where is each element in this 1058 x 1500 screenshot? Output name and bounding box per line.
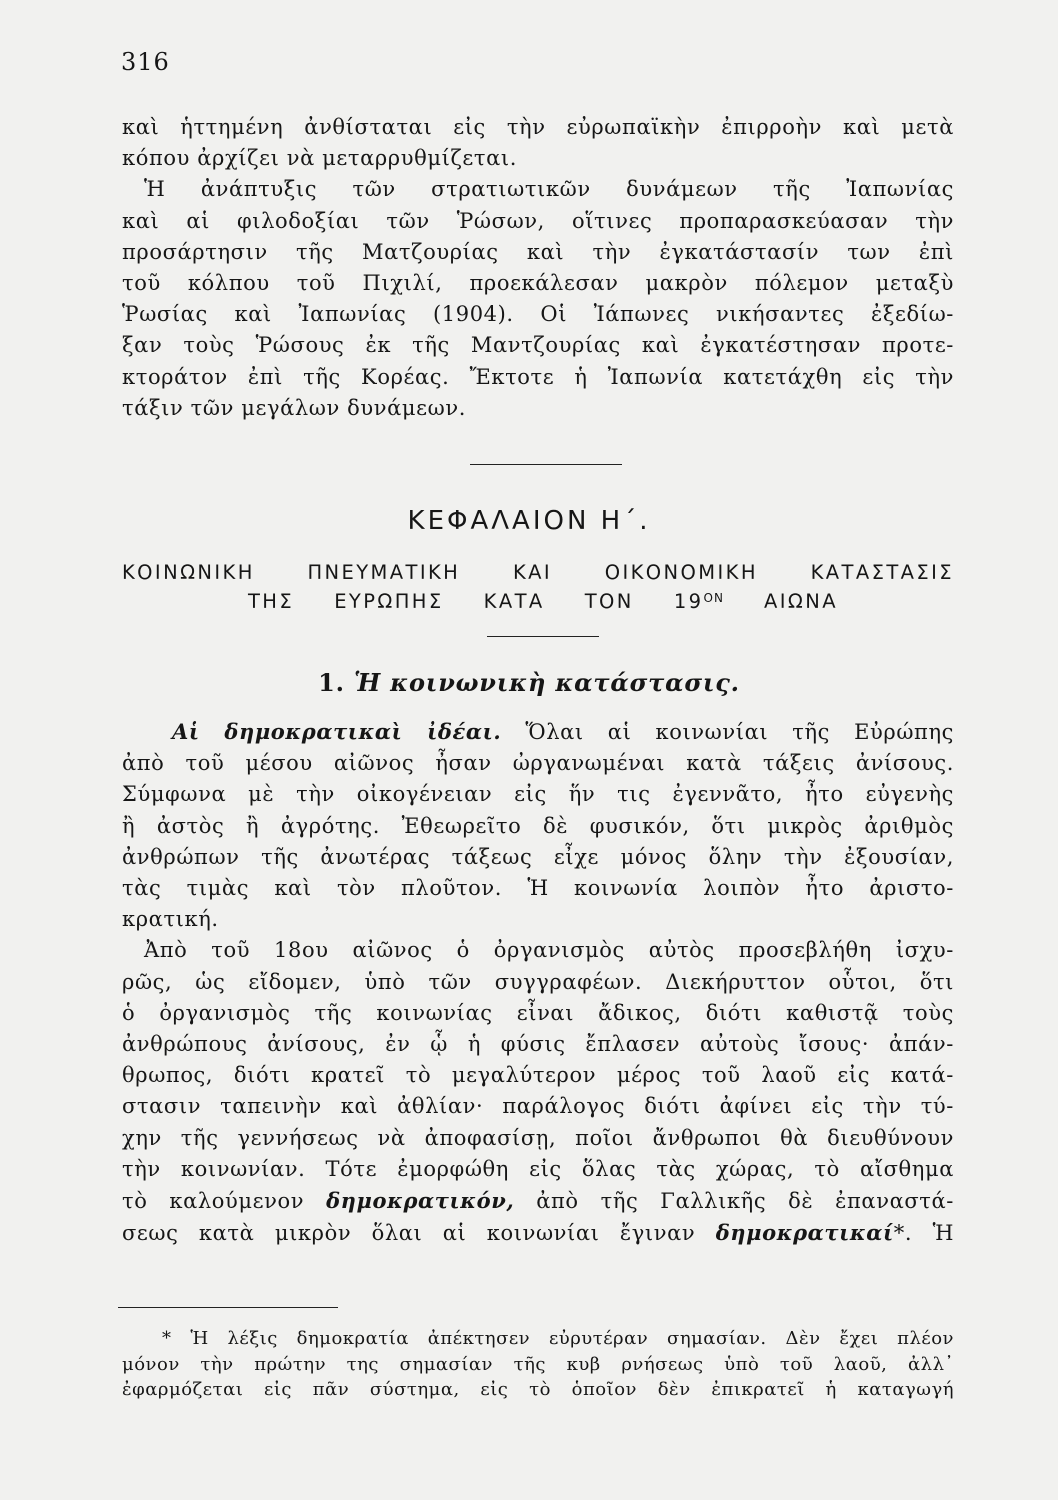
text-line (122, 1185, 954, 1217)
text-line: κτοράτον ἐπὶ τῆς Κορέας. Ἔκτοτε ἡ Ἰαπωνία κατετάχθη εἰς τὴν (122, 364, 954, 389)
text-line (122, 1217, 954, 1249)
chapter-divider (487, 636, 599, 637)
section-heading (0, 668, 1058, 697)
text-fragment: σεως κατὰ μικρὸν ὅλαι αἱ κοινωνίαι ἔγιναν (122, 1221, 696, 1246)
chapter-title: ΚΕΦΑΛΑΙΟΝ Η΄. (407, 506, 651, 536)
text-line: ἢ ἀστὸς ἢ ἀγρότης. Ἐθεωρεῖτο δὲ φυσικόν, ὅτι μικρὸς ἀριθμὸς (122, 813, 954, 838)
footnote (122, 1326, 954, 1403)
subtitle-word: ΚΑΤΑΣΤΑΣΙΣ (810, 561, 954, 584)
subtitle-word: ΤΗΣ (248, 590, 295, 613)
text-line: ἀπὸ τοῦ μέσου αἰῶνος ἦσαν ὠργανωμέναι κατὰ τάξεις ἀνίσους. (122, 751, 954, 776)
text-line: προσάρτησιν τῆς Ματζουρίας καὶ τὴν ἐγκατάστασίν των ἐπὶ (122, 239, 954, 264)
text-line: κόπου ἀρχίζει νὰ μεταρρυθμίζεται. (122, 146, 518, 171)
subtitle-word: ΕΥΡΩΠΗΣ (334, 590, 444, 613)
chapter-subtitle (122, 561, 954, 584)
run-in-heading: Αἱ δημοκρατικαὶ ἰδέαι. (172, 719, 502, 744)
text-line: τὰς τιμὰς καὶ τὸν πλοῦτον. Ἡ κοινωνία λοιπὸν ἦτο ἀριστο- (122, 876, 954, 901)
text-line: καὶ αἱ φιλοδοξίαι τῶν Ῥώσων, οἵτινες προπαρασκεύασαν τὴν (122, 208, 954, 233)
subtitle-word: ΚΑΤΑ (483, 590, 545, 613)
text-line: τάξιν τῶν μεγάλων δυνάμεων. (122, 395, 467, 420)
text-line: ἀνθρώπους ἀνίσους, ἐν ᾧ ἡ φύσις ἔπλασεν αὐτοὺς ἴσους· ἀπάν- (122, 1032, 954, 1057)
century (674, 590, 724, 613)
subtitle-word: ΤΟΝ (584, 590, 634, 613)
text-line: καὶ ἡττημένη ἀνθίσταται εἰς τὴν εὐρωπαϊκὴν ἐπιρροὴν καὶ μετὰ (122, 115, 954, 139)
subtitle-word: ΠΝΕΥΜΑΤΙΚΗ (307, 561, 461, 584)
footnote-line: * Ἡ λέξις δημοκρατία ἀπέκτησεν εὐρυτέραν σημασίαν. Δὲν ἔχει πλέον (162, 1328, 954, 1349)
century-suffix: ΟΝ (703, 591, 724, 605)
page-number: 316 (121, 48, 170, 76)
footnote-marker: *. Ἡ (893, 1221, 954, 1246)
section-number: 1. (318, 668, 345, 697)
subtitle-word: ΑΙΩΝΑ (764, 590, 838, 613)
century-number: 19 (673, 590, 704, 613)
text-line: τὴν κοινωνίαν. Τότε ἐμορφώθη εἰς ὅλας τὰς χώρας, τὸ αἴσθημα (122, 1156, 954, 1181)
text-line: στασιν ταπεινὴν καὶ ἀθλίαν· παράλογος διότι ἀφίνει εἰς τὴν τύ- (122, 1094, 954, 1119)
footnote-line: μόνον τὴν πρώτην της σημασίαν τῆς κυβ ρνήσεως ὑπὸ τοῦ λαοῦ, ἀλλ᾽ (122, 1353, 954, 1375)
subtitle-word: ΚΟΙΝΩΝΙΚΗ (122, 561, 255, 584)
text-line: τοῦ κόλπου τοῦ Πιχιλί, προεκάλεσαν μακρὸν πόλεμον μεταξὺ (122, 271, 954, 296)
subtitle-word: ΚΑΙ (512, 561, 553, 584)
text-line: κρατική. (122, 907, 219, 932)
text-line: ρῶς, ὡς εἴδομεν, ὑπὸ τῶν συγγραφέων. Διεκήρυττον οὗτοι, ὅτι (122, 969, 954, 994)
text-line: Σύμφωνα μὲ τὴν οἰκογένειαν εἰς ἥν τις ἐγεννᾶτο, ἦτο εὐγενὴς (122, 782, 954, 807)
section-title: Ἡ κοινωνικὴ κατάστασις. (353, 668, 740, 697)
emphasized-term: δημοκρατικαί (715, 1220, 894, 1246)
chapter-subtitle-line-2 (248, 590, 838, 613)
text-line: χην τῆς γεννήσεως νὰ ἀποφασίσῃ, ποῖοι ἄνθρωποι θὰ διευθύνουν (122, 1125, 954, 1150)
text-line: ἀνθρώπων τῆς ἀνωτέρας τάξεως εἶχε μόνος ὅλην τὴν ἐξουσίαν, (122, 844, 954, 869)
intro-paragraphs (122, 112, 954, 424)
text-line (122, 716, 954, 748)
body-text (122, 716, 954, 1249)
footnote-divider (118, 1307, 338, 1308)
text-line: ξαν τοὺς Ῥώσους ἐκ τῆς Μαντζουρίας καὶ ἐγκατέστησαν προτε- (122, 333, 954, 358)
text-line: θρωπος, διότι κρατεῖ τὸ μεγαλύτερον μέρος τοῦ λαοῦ εἰς κατά- (122, 1063, 954, 1088)
emphasized-term: δημοκρατικόν, (326, 1188, 515, 1214)
text-line: Ῥωσίας καὶ Ἰαπωνίας (1904). Οἱ Ἰάπωνες νικήσαντες ἐξεδίω- (122, 302, 954, 327)
footnote-line: ἐφαρμόζεται εἰς πᾶν σύστημα, εἰς τὸ ὁποῖον δὲν ἐπικρατεῖ ἡ καταγωγή (122, 1379, 954, 1400)
text-fragment: τὸ καλούμενον (122, 1189, 305, 1214)
text-line: Ἡ ἀνάπτυξις τῶν στρατιωτικῶν δυνάμεων τῆς Ἰαπωνίας (144, 177, 954, 202)
text-line: Ἀπὸ τοῦ 18ου αἰῶνος ὁ ὀργανισμὸς αὐτὸς προσεβλήθη ἰσχυ- (144, 938, 954, 963)
subtitle-word: ΟΙΚΟΝΟΜΙΚΗ (604, 561, 758, 584)
text-fragment: Ὅλαι αἱ κοινωνίαι τῆς Εὐρώπης (525, 720, 954, 744)
text-line: ὁ ὀργανισμὸς τῆς κοινωνίας εἶναι ἄδικος, διότι καθιστᾷ τοὺς (122, 1000, 954, 1025)
text-fragment: ἀπὸ τῆς Γαλλικῆς δὲ ἐπαναστά- (536, 1189, 954, 1214)
section-divider (470, 464, 622, 465)
